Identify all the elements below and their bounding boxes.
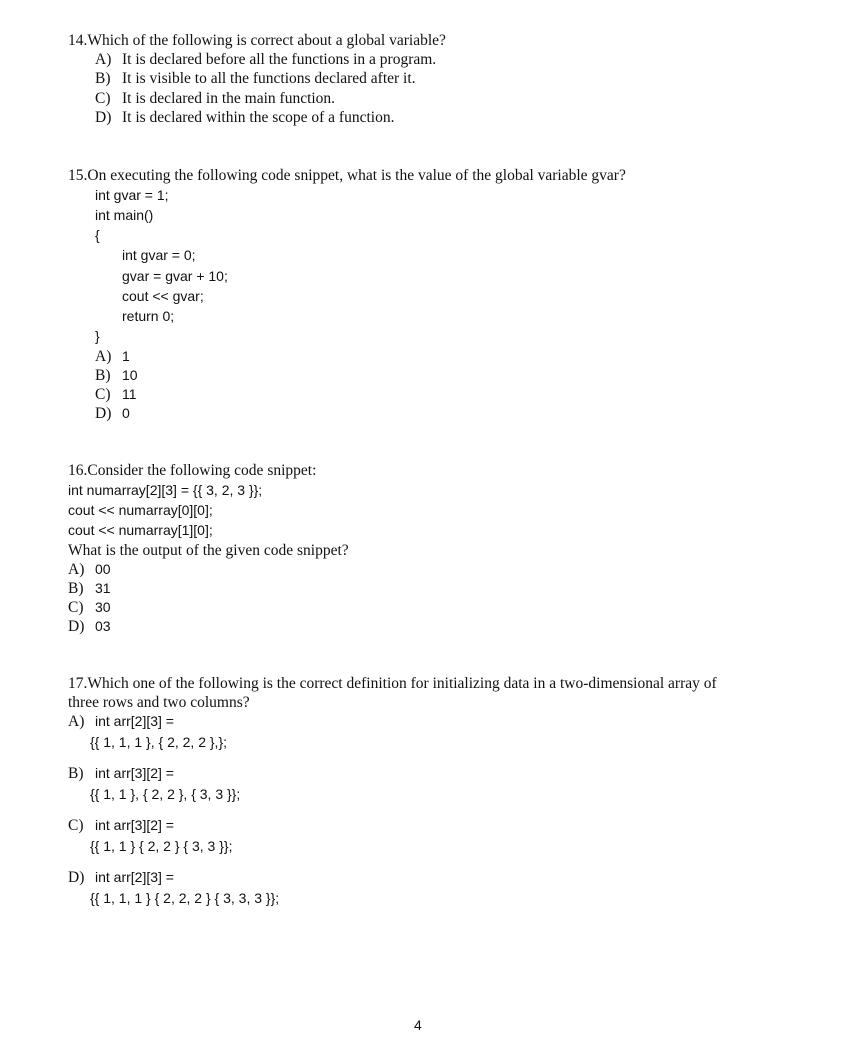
- q17-stem: 17.Which one of the following is the correct definition for initializing data in a two-dimensional array of: [68, 675, 717, 692]
- q15-code-line: gvar = gvar + 10;: [122, 268, 228, 284]
- q15-option-b-label: B): [95, 367, 111, 384]
- q15-option-a-label: A): [95, 348, 112, 365]
- q14-option-d-text: It is declared within the scope of a function.: [122, 109, 395, 126]
- q16-option-d-text: 03: [95, 618, 111, 634]
- q16-option-b-text: 31: [95, 580, 111, 596]
- q16-option-c-label: C): [68, 599, 84, 616]
- q15-option-d-label: D): [95, 405, 112, 422]
- q17-option-b-line2: {{ 1, 1 }, { 2, 2 }, { 3, 3 }};: [90, 786, 241, 802]
- q17-option-b-label: B): [68, 765, 84, 782]
- q16-option-a-label: A): [68, 561, 85, 578]
- q16-code-line: cout << numarray[0][0];: [68, 502, 213, 518]
- q14-option-a-label: A): [95, 51, 112, 68]
- q17-option-b-line1: int arr[3][2] =: [95, 765, 174, 781]
- q15-code-line: return 0;: [122, 308, 175, 324]
- q15-option-d-text: 0: [122, 405, 130, 421]
- q16-code-line: int numarray[2][3] = {{ 3, 2, 3 }};: [68, 482, 263, 498]
- q17-option-c-label: C): [68, 817, 84, 834]
- q16-stem: 16.Consider the following code snippet:: [68, 462, 317, 479]
- q15-option-c-text: 11: [122, 386, 137, 402]
- q17-option-a-line1: int arr[2][3] =: [95, 713, 174, 729]
- q17-stem-continued: three rows and two columns?: [68, 694, 250, 711]
- q17-option-a-line2: {{ 1, 1, 1 }, { 2, 2, 2 },};: [90, 734, 228, 750]
- page-number: 4: [414, 1017, 422, 1033]
- q17-option-d-line1: int arr[2][3] =: [95, 869, 174, 885]
- q15-option-b-text: 10: [122, 367, 138, 383]
- q15-code-line: int gvar = 1;: [95, 187, 169, 203]
- q15-code-line: }: [95, 328, 100, 344]
- q15-code-line: cout << gvar;: [122, 288, 204, 304]
- q17-option-c-line2: {{ 1, 1 } { 2, 2 } { 3, 3 }};: [90, 838, 233, 854]
- q15-code-line: int gvar = 0;: [122, 247, 196, 263]
- q14-option-d-label: D): [95, 109, 112, 126]
- q15-stem: 15.On executing the following code snippet, what is the value of the global variable gvar?: [68, 167, 626, 184]
- q14-option-b-label: B): [95, 70, 111, 87]
- q17-option-d-label: D): [68, 869, 85, 886]
- q15-code-line: {: [95, 227, 100, 243]
- q16-option-a-text: 00: [95, 561, 111, 577]
- q15-option-c-label: C): [95, 386, 111, 403]
- q14-option-c-label: C): [95, 90, 111, 107]
- q14-stem: 14.Which of the following is correct about a global variable?: [68, 32, 446, 49]
- q17-option-d-line2: {{ 1, 1, 1 } { 2, 2, 2 } { 3, 3, 3 }};: [90, 890, 280, 906]
- q16-option-d-label: D): [68, 618, 85, 635]
- q16-question: What is the output of the given code snippet?: [68, 542, 349, 559]
- q17-option-c-line1: int arr[3][2] =: [95, 817, 174, 833]
- q17-option-a-label: A): [68, 713, 85, 730]
- q16-option-b-label: B): [68, 580, 84, 597]
- q16-code-line: cout << numarray[1][0];: [68, 522, 213, 538]
- q14-option-a-text: It is declared before all the functions in a program.: [122, 51, 437, 68]
- q16-option-c-text: 30: [95, 599, 111, 615]
- q14-option-c-text: It is declared in the main function.: [122, 90, 336, 107]
- q15-option-a-text: 1: [122, 348, 130, 364]
- q14-option-b-text: It is visible to all the functions declared after it.: [122, 70, 416, 87]
- q15-code-line: int main(): [95, 207, 154, 223]
